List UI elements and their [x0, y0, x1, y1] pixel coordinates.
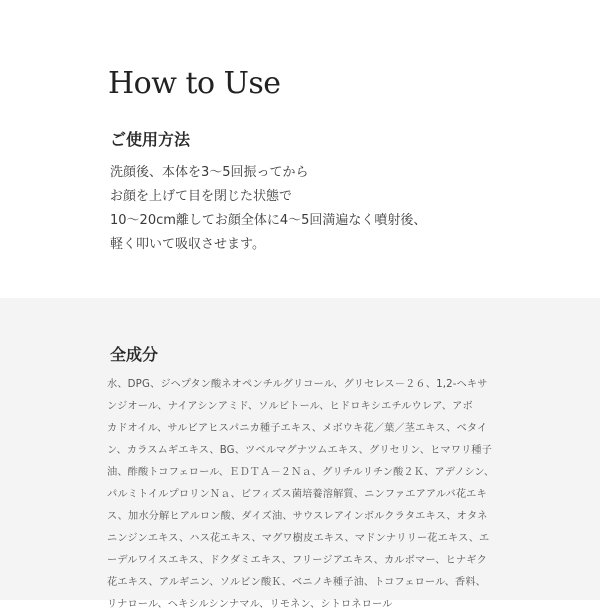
ingredients-line: リナロール、ヘキシルシンナマル、リモネン、シトロネロール — [107, 599, 393, 610]
ingredients-line: ン、カラスムギエキス、BG、ツベルマグナツムエキス、グリセリン、ヒマワリ種子 — [107, 445, 493, 456]
ingredients-line: ーデルワイスエキス、ドクダミエキス、フリージアエキス、カルボマー、ヒナギク — [107, 555, 487, 566]
usage-line: 10〜20cm離してお顔全体に4〜5回満遍なく噴射後、 — [110, 213, 427, 228]
ingredients-line: パルミトイルプロリンＮａ、ビフィズス菌培養溶解質、ニンファエアアルバ花エキ — [107, 489, 487, 500]
ingredients-line: 油、酢酸トコフェロール、ＥＤＴＡ－２Ｎａ、グリチルリチン酸２Ｋ、アデノシン、 — [107, 467, 495, 478]
how-to-use-section — [0, 0, 600, 298]
section-title: How to Use — [108, 66, 281, 101]
ingredients-heading: 全成分 — [110, 345, 159, 364]
ingredients-section — [0, 298, 600, 610]
ingredients-list — [107, 374, 503, 616]
usage-line: 洗顔後、本体を3〜5回振ってから — [110, 165, 309, 180]
ingredients-line: ニンジンエキス、ハス花エキス、マグワ樹皮エキス、マドンナリリー花エキス、エ — [107, 533, 490, 544]
ingredients-line: カドオイル、サルビアヒスパニカ種子エキス、メボウキ花／葉／茎エキス、ベタイ — [107, 423, 488, 434]
ingredients-line: ス、加水分解ヒアルロン酸、ダイズ油、サウスレアインボルクラタエキス、オタネ — [107, 511, 488, 522]
ingredients-line: ンジオール、ナイアシンアミド、ソルビトール、ヒドロキシエチルウレア、アボ — [107, 401, 473, 412]
usage-instructions — [110, 161, 550, 257]
usage-heading: ご使用方法 — [110, 130, 191, 149]
usage-line: お顔を上げて目を閉じた状態で — [110, 189, 293, 204]
ingredients-line: 水、DPG、ジヘプタン酸ネオペンチルグリコール、グリセレス－２６、1,2-ヘキサ — [107, 379, 488, 390]
usage-line: 軽く叩いて吸収させます。 — [110, 237, 265, 252]
ingredients-line: 花エキス、アルギニン、ソルビン酸Ｋ、ベニノキ種子油、トコフェロール、香料、 — [107, 577, 487, 588]
